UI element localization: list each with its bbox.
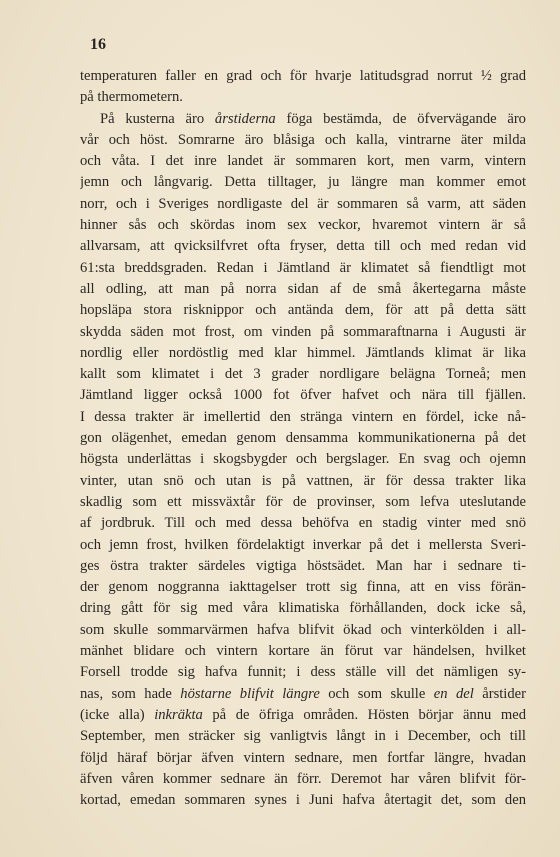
text-line [80,322,526,343]
text-line [80,535,526,556]
italic-text: inkräkta [154,706,203,723]
text-segment: norr, och i Sveriges nordligaste del är sommaren så varm, att säden [80,195,526,212]
text-line [80,236,526,257]
text-segment: dring gått för sig med våra klimatiska förhållanden, dock icke så, [80,600,526,617]
page-number: 16 [90,36,106,53]
text-segment: hopsläpa stora risknippor och antända dem, för att på detta sätt [80,302,526,319]
text-line [80,513,526,534]
text-line [80,151,526,172]
text-line [80,66,526,87]
text-line [80,492,526,513]
text-segment: temperaturen faller en grad och för hvarje latitudsgrad norrut ½ grad [80,68,526,84]
text-segment: och våta. I det inre landet är sommaren kort, men varm, vintern [80,153,526,170]
text-segment: jemn och långvarig. Detta tilltager, ju längre man kommer emot [80,174,526,191]
text-line [80,215,526,236]
text-line [80,300,526,321]
text-segment: September, men sträcker sig vanligtvis långt in i December, och till [80,728,526,745]
text-segment: Jämtland ligger också 1000 fot öfver hafvet och nära till fjällen. [80,387,526,404]
text-segment: af jordbruk. Till och med dessa behöfva en stadig vinter med snö [80,515,526,532]
text-line [80,556,526,577]
italic-text: årstiderna [214,110,276,127]
text-segment: gon olägenhet, emedan genom densamma kommunikationerna på det [80,430,526,447]
text-segment: som skulle sommarvärmen hafva blifvit ökad och vinterkölden i all- [80,621,526,638]
text-line [80,258,526,279]
text-segment: skydda säden mot frost, om vinden på sommaraftnarna i Augusti är [80,323,526,340]
text-segment: all odling, att man på norra sidan af de små åkertegarna måste [80,280,526,297]
text-segment: nas, som hade [80,685,181,702]
text-segment: kortad, emedan sommaren synes i Juni hafva återtagit det, som den [80,792,526,809]
text-segment: kallt som klimatet i det 3 grader nordligare belägna Torneå; men [80,366,526,383]
text-segment: I dessa trakter är imellertid den stränga vintern en fördel, icke nå- [80,408,526,425]
text-line [80,130,526,151]
text-line [80,726,526,747]
text-line [80,662,526,683]
text-segment: vår och höst. Somrarne äro blåsiga och kalla, vintrarne äter milda [80,131,526,148]
text-segment: 61:sta breddsgraden. Redan i Jämtland är klimatet så fiendtligt mot [80,259,526,276]
text-line [80,194,526,215]
text-line [80,641,526,662]
text-line [80,428,526,449]
text-line [80,790,526,811]
text-segment: hinner sås och skördas inom sex veckor, hvaremot vintern är så [80,217,526,234]
text-line [80,279,526,300]
text-segment: Forsell trodde sig hafva funnit; i dess ställe vill det nämligen sy- [80,664,526,681]
text-line [80,407,526,428]
text-segment: årstider [473,685,526,702]
text-line [80,172,526,193]
text-line [80,471,526,492]
text-line [80,343,526,364]
text-segment: på thermometern. [80,89,183,106]
text-segment: (icke alla) [80,706,155,723]
text-line [80,364,526,385]
text-segment: och som skulle [319,685,434,702]
text-segment: och jemn frost, hvilken fördelaktigt inverkar på det i mellersta Sveri- [80,536,526,553]
text-segment: ges östra trakter särdeles vigtiga höstsädet. Man har i sednare ti- [80,557,526,574]
text-line [80,385,526,406]
text-segment: mänhet blidare och vintern kortare än förut var händelsen, hvilket [80,643,526,660]
text-line [80,87,526,108]
body-text [80,66,526,811]
text-line [80,748,526,769]
text-segment: der genom noggranna iakttagelser trott sig finna, att en viss förän- [80,579,526,596]
text-segment: allvarsam, att qvicksilfvret ofta fryser, detta till och med redan vid [80,238,526,255]
italic-text: en del [433,685,474,702]
text-line [80,769,526,790]
text-line [80,449,526,470]
italic-text: höstarne blifvit längre [180,685,320,702]
text-line [80,705,526,726]
text-line [80,109,526,130]
text-line [80,620,526,641]
text-line [80,598,526,619]
text-segment: På kusterna äro [100,110,215,127]
text-segment: skadlig som ett missväxtår för de provinser, som lefva uteslutande [80,493,526,510]
text-segment: följd häraf börjar äfven vintern sednare, men fortfar längre, hvadan [80,749,526,766]
text-segment: högsta underlättas i skogsbygder och bergslager. En svag och ojemn [80,451,526,468]
text-line [80,684,526,705]
text-line [80,577,526,598]
text-segment: föga bestämda, de öfvervägande äro [275,110,526,127]
text-segment: äfven våren kommer sednare än förr. Deremot har våren blifvit för- [80,770,526,787]
text-segment: nordlig eller nordöstlig med klar himmel. Jämtlands klimat är lika [80,344,526,361]
text-segment: vinter, utan snö och utan is på vattnen, är för dessa trakter lika [80,472,526,489]
text-segment: på de öfriga områden. Hösten börjar ännu med [202,706,526,723]
